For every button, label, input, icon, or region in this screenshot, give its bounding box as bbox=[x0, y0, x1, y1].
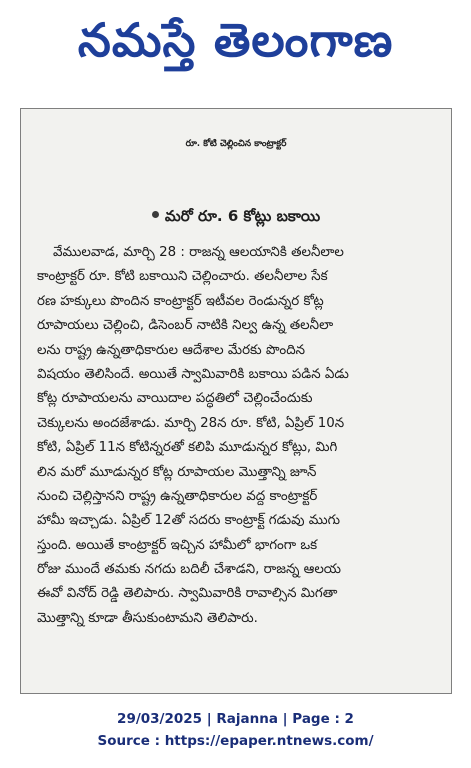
body-line: కోట్ల రూపాయలను వాయిదాల పద్ధతిలో చెల్లించేందుకు bbox=[37, 391, 313, 407]
body-line: మొత్తాన్ని కూడా తీసుకుంటామని తెలిపారు. bbox=[37, 610, 258, 626]
body-line: ఈవో వినోద్ రెడ్డి తెలిపారు. స్వామివారికి రావాల్సిన మిగతా bbox=[37, 586, 338, 602]
body-line: లిన మరో మూడున్నర కోట్ల రూపాయల మొత్తాన్ని జూన్ bbox=[37, 464, 317, 480]
body-line: చెక్కులను అందజేశాడు. మార్చి 28న రూ. కోటి, ఏప్రిల్ 10న bbox=[37, 415, 345, 431]
footer-dateline: 29/03/2025 | Rajanna | Page : 2 bbox=[117, 711, 354, 727]
article-subhead bbox=[21, 207, 451, 229]
newspaper-masthead bbox=[0, 0, 471, 92]
body-line: కోటి, ఏప్రిల్ 11న కోటిన్నరతో కలిపి మూడున్నర కోట్లు, మిగి bbox=[37, 440, 338, 456]
bullet-icon bbox=[152, 211, 159, 218]
body-line: హామీ ఇచ్చాడు. ఏప్రిల్ 12తో సదరు కాంట్రాక్ట్ గడువు ముగు bbox=[37, 513, 341, 529]
body-line: కాంట్రాక్టర్ రూ. కోటి బకాయిని చెల్లించారు. తలనీలాల సేక bbox=[37, 269, 328, 285]
article-headline: రూ. కోటి చెల్లించిన కాంట్రాక్టర్ bbox=[185, 139, 287, 149]
body-line: నుంచి చెల్లిస్తానని రాష్ట్ర ఉన్నతాధికారుల వద్ద కాంట్రాక్టర్ bbox=[37, 488, 318, 504]
article-body bbox=[37, 241, 441, 631]
body-line: రణ హక్కులు పొందిన కాంట్రాక్టర్ ఇటీవల రెండున్నర కోట్ల bbox=[37, 293, 324, 309]
footer-source: Source : https://epaper.ntnews.com/ bbox=[97, 733, 374, 749]
body-line: రూపాయలు చెల్లించి, డిసెంబర్ నాటికి నిల్వ ఉన్న తలనీలా bbox=[37, 318, 334, 334]
body-line: విషయం తెలిసిందే. అయితే స్వామివారికి బకాయి పడిన ఏడు bbox=[37, 366, 349, 382]
article-clipping bbox=[20, 108, 452, 694]
body-line: వేములవాడ, మార్చి 28 : రాజన్న ఆలయానికి తలనీలాల bbox=[53, 245, 344, 260]
body-line: స్తుంది. అయితే కాంట్రాక్టర్ ఇచ్చిన హామీలో భాగంగా ఒక bbox=[37, 537, 318, 553]
body-line: లను రాష్ట్ర ఉన్నతాధికారుల ఆదేశాల మేరకు పొందిన bbox=[37, 342, 306, 358]
body-line: రోజు ముందే తమకు నగదు బదిలీ చేశాడని, రాజన్న ఆలయ bbox=[37, 562, 342, 578]
subhead-text: మరో రూ. 6 కోట్లు బకాయి bbox=[164, 207, 321, 225]
masthead-title: నమస్తే తెలంగాణ bbox=[77, 13, 394, 67]
page-footer bbox=[0, 708, 471, 752]
